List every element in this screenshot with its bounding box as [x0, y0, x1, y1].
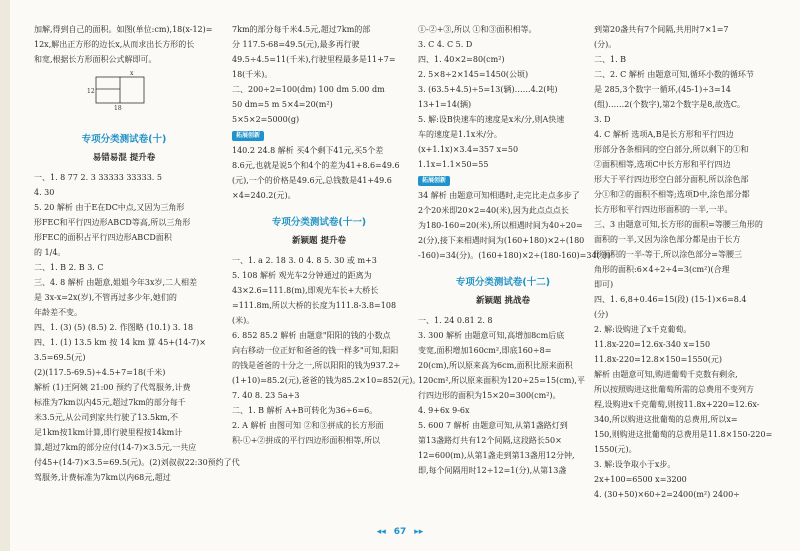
answer-line: 5. 20 解析 由于E在DC中点,又因为三角形 [34, 203, 185, 212]
text-line: 加解,得到自己的面积。如图(单位:cm),18(x-12)= [34, 25, 213, 34]
answer-line: 第13盏路灯共有12个间隔,这段路长50× [418, 436, 562, 445]
text-line: -160)=34(分)。(160+180)×2÷(180-160)=34(分) [418, 251, 611, 260]
text-line: (分)。 [594, 40, 617, 49]
section-subtitle: 易错易混 提升卷 [92, 153, 156, 163]
answer-line: 一、1. 8 77 2. 3 33333 33333. 5 [34, 173, 162, 182]
answer-line: 解析 由题意可知,购进葡萄千克数有剩余, [594, 370, 738, 379]
answer-line: 2x+100=6500 x=3200 [594, 475, 687, 484]
rectangle-diagram [34, 71, 214, 111]
section-title: 专项分类测试卷(十) [81, 134, 167, 145]
fig-label-18: 18 [114, 105, 122, 112]
answer-line: 米3.5元,从公司到家共行驶了13.5km,不 [34, 413, 179, 422]
answer-line: 年龄差不变。 [34, 308, 82, 317]
text-line: (元),一个的价格是49.6元,总钱数是41+49.6 [232, 176, 392, 185]
column-1 [34, 22, 240, 485]
answer-line: 即可) [594, 280, 614, 289]
text-line: (x+1.1x)×3.4=357 x=50 [418, 145, 519, 154]
answer-line: 四、1. (3) (5) (8.5) 2. 作图略 (10.1) 3. 18 [34, 323, 194, 332]
answer-line: 340,所以购进这批葡萄的总费用,所以x= [594, 415, 738, 424]
answer-line: (2)(117.5-69.5)÷4.5+7=18(千米) [34, 368, 166, 377]
answer-line: 4. 9+6x 9-6x [418, 406, 470, 415]
section-title: 专项分类测试卷(十一) [271, 217, 367, 228]
text-line: 49.5÷4.5=11(千米),行驶里程最多是11+7= [232, 55, 396, 64]
text-line: 34 解析 由题意可知相遇时,走完比走点多步了 [418, 191, 580, 200]
answer-line: (1+10)=85.2(元),爸爸的钱为85.2×10=852(元)。 [232, 376, 421, 385]
prev-page-arrow-icon[interactable]: ◂◂ [376, 527, 386, 537]
answer-line: (分) [594, 310, 609, 319]
text-line: 3. D [594, 115, 611, 124]
text-line: 50 dm=5 m 5×4=20(m²) [232, 100, 333, 109]
answer-line: 四、1. 6,8+0.46=15(段) (15-1)×6=8.4 [594, 295, 747, 304]
page-footer [0, 524, 800, 540]
answer-line: 驾服务,计费标准为7km以内68元,超过 [34, 473, 171, 482]
text-line: 1.1x=1.1×50=55 [418, 160, 489, 169]
answer-line: 二、1. B 解析 A+B可转化为36÷6=6。 [232, 406, 378, 415]
text-line: 二、2. C 解析 由题意可知,循环小数的循环节 [594, 70, 754, 79]
answer-line: 是 3x-x=2x(岁),不管再过多少年,她们的 [34, 293, 177, 302]
text-line: 18(千米)。 [232, 70, 273, 79]
text-line: 分 117.5-68=49.5(元),最多再行驶 [232, 40, 360, 49]
column-2 [232, 22, 421, 448]
text-line: 长方形和平行四边形面积的一半,一半。 [594, 205, 733, 214]
answer-line: 2. 解:设购进了x千克葡萄。 [594, 325, 692, 334]
answer-line: 足1km按1km计算,即行驶里程按14km计 [34, 428, 183, 437]
answer-line: 11.8x-220=12.6x-340 x=150 [594, 340, 711, 349]
answer-line: 12=600(m),从第1盏走到第13盏用12分钟, [418, 451, 575, 460]
text-line: 到第20盏共有7个间隔,共用时7×1=7 [594, 25, 729, 34]
answer-line: 一、1. a 2. 18 3. 0 4. 8 5. 30 或 m+3 [232, 256, 377, 265]
fig-label-12: 12 [87, 88, 95, 95]
text-line: ①-②+③,所以 ①和③面积相等。 [418, 25, 537, 34]
text-line: 4. C 解析 选项A,B是长方形和平行四边 [594, 130, 734, 139]
text-line: 是 285,3个数字一循环,(45-1)÷3=14 [594, 85, 731, 94]
answer-line: 120cm²,所以原来面积为120÷25=15(cm),平 [418, 376, 585, 385]
text-line: 二、1. B [594, 55, 627, 64]
next-page-arrow-icon[interactable]: ▸▸ [414, 527, 424, 537]
answer-line: =111.8m,所以大桥的长度为111.8-3.8=108 [232, 301, 397, 310]
answer-line: 所以按照购进这批葡萄所需的总费用不变列方 [594, 385, 754, 394]
section-subtitle: 新颖题 挑战卷 [476, 296, 530, 306]
answer-line: 角形的面积:6×4÷2÷4=3(cm²)(合理 [594, 265, 730, 274]
answer-line: (米)。 [232, 316, 255, 325]
text-line: 3. (63.5+4.5)÷5=13(辆)……4.2(吨) [418, 85, 558, 94]
text-line: 8.6元,也就是说5个和4个的差为41+8.6=49.6 [232, 161, 400, 170]
text-line: 和宽,根据长方形面积公式解即可。 [34, 55, 157, 64]
answer-line: 形面积的一半-等于,所以涂色部分=等腰三 [594, 250, 742, 259]
answer-line: 2. A 解析 由图可知 ②和③拼成的长方形面 [232, 421, 384, 430]
text-line: 形部分各条相同的空白部分,所以剩下的①和 [594, 145, 749, 154]
text-line: 5. 解:设B快速车的速度是x米/分,则A快速 [418, 115, 565, 124]
text-line: 3. C 4. C 5. D [418, 40, 473, 49]
answer-line: 形FEC的面积占平行四边形ABCD面积 [34, 233, 172, 242]
answer-line: 三、3 由题意可知,长方形的面积=等腰三角形的 [594, 220, 763, 229]
section-title: 专项分类测试卷(十二) [455, 277, 551, 288]
answer-line: 20(cm),所以原来高为6cm,面积比原来面积 [418, 361, 573, 370]
answer-line: 11.8x-220=12.8×150=1550(元) [594, 355, 722, 364]
answer-line: 一、1. 24 0.81 2. 8 [418, 316, 493, 325]
answer-line: 二、1. B 2. B 3. C [34, 263, 104, 272]
text-line: 2(分),接下来相遇时间为(160+180)×2÷(180 [418, 236, 585, 245]
answer-line: 四、1. (1) 13.5 km 按 14 km 算 45+(14-7)× [34, 338, 206, 347]
text-line: 2个20米即20×2=40(米),因为此点点点长 [418, 206, 569, 215]
section-tag: 拓展创新 [232, 131, 264, 141]
answer-line: 的 1/4。 [34, 248, 66, 257]
answer-line: 6. 852 85.2 解析 由题意"阳阳的钱的小数点 [232, 331, 391, 340]
answer-line: 3. 解:设争取小于x步。 [594, 460, 676, 469]
answer-line: 即,每个间隔用时12÷12=1(分),从第13盏 [418, 466, 567, 475]
answer-line: 5. 600 7 解析 由题意可知,从第1盏路灯到 [418, 421, 568, 430]
answer-line: 的钱是爸爸的十分之一,所以阳阳的钱为937.2÷ [232, 361, 401, 370]
answer-line: 4. 30 [34, 188, 55, 197]
answer-line: 面积的一半,又因为涂色部分都是由于长方 [594, 235, 741, 244]
answer-line: 150,则购进这批葡萄的总费用是11.8×150-220= [594, 430, 773, 439]
column-4 [594, 22, 780, 502]
text-line: ②面积相等,选项C中长方形和平行四边 [594, 160, 731, 169]
fig-label-x: x [130, 70, 134, 77]
answer-line: 算,超过7km的部分应付(14-7)×3.5元,一共应 [34, 443, 197, 452]
text-line: 7km的部分每千米4.5元,超过7km的部 [232, 25, 371, 34]
answer-line: 3. 300 解析 由题意可知,高增加8cm后底 [418, 331, 565, 340]
answer-line: 43×2.6=111.8(m),即观光车长+大桥长 [232, 286, 379, 295]
answer-line: 标准为7km以内45元,超过7km的部分每千 [34, 398, 186, 407]
section-subtitle: 新颖题 提升卷 [292, 236, 346, 246]
text-line: 2. 5×8÷2×145=1450(公顷) [418, 70, 529, 79]
answer-line: 三、4. 8 解析 由题意,姐姐今年3x岁,二人相差 [34, 278, 198, 287]
text-line: 13+1=14(辆) [418, 100, 472, 109]
answer-line: 3.5=69.5(元) [34, 353, 86, 362]
answer-line: 5. 108 解析 观光车2分钟通过的距离为 [232, 271, 372, 280]
answer-line: 向右移动一位正好和爸爸的钱一样多"可知,阳阳 [232, 346, 399, 355]
answer-line: 4. (30+50)×60÷2=2400(m²) 2400÷ [594, 490, 740, 499]
binding-edge [0, 0, 10, 551]
answer-line: 7. 40 8. 23 5a+3 [232, 391, 300, 400]
text-line: (组)……2(个数字),第2个数字是8,故选C。 [594, 100, 745, 109]
answer-line: 程,设购进x千克葡萄,则按11.8x+220=12.6x- [594, 400, 760, 409]
text-line: 12x,解出正方形的边长x,从而求出长方形的长 [34, 40, 195, 49]
page-number: 67 [393, 527, 407, 537]
text-line: 140.2 24.8 解析 买4个剩下41元,买5个差 [232, 146, 384, 155]
answer-line: 解析 (1)王阿姨 21:00 预约了代驾服务,计费 [34, 383, 191, 392]
answer-line: 行四边形的面积为15×20=300(cm²)。 [418, 391, 561, 400]
text-line: ×4=240.2(元)。 [232, 191, 296, 200]
section-tag: 拓展创新 [418, 176, 450, 186]
text-line: 形大于平行四边形空白部分面积,所以涂色部 [594, 175, 749, 184]
answer-line: 1550(元)。 [594, 445, 637, 454]
answer-line: 形FEC和平行四边形ABCD等高,所以三角形 [34, 218, 191, 227]
text-line: 车的速度是1.1x米/分。 [418, 130, 502, 139]
text-line: 四、1. 40×2=80(cm²) [418, 55, 505, 64]
answer-line: 付45+(14-7)×3.5=69.5(元)。(2)刘叔叔22:30预约了代 [34, 458, 240, 467]
answer-line: 积-①+②拼成的平行四边形面积相等,所以 [232, 436, 380, 445]
text-line: 二、200÷2=100(dm) 100 dm 5.00 dm [232, 85, 385, 94]
text-line: 为180-160=20(米),所以相遇时间为40÷20= [418, 221, 583, 230]
answer-line: 变宽,面积增加160cm²,即底160÷8= [418, 346, 552, 355]
text-line: 分①和②的面积不相等;选项D中,涂色部分都 [594, 190, 750, 199]
text-line: 5×5×2=5000(g) [232, 115, 300, 124]
